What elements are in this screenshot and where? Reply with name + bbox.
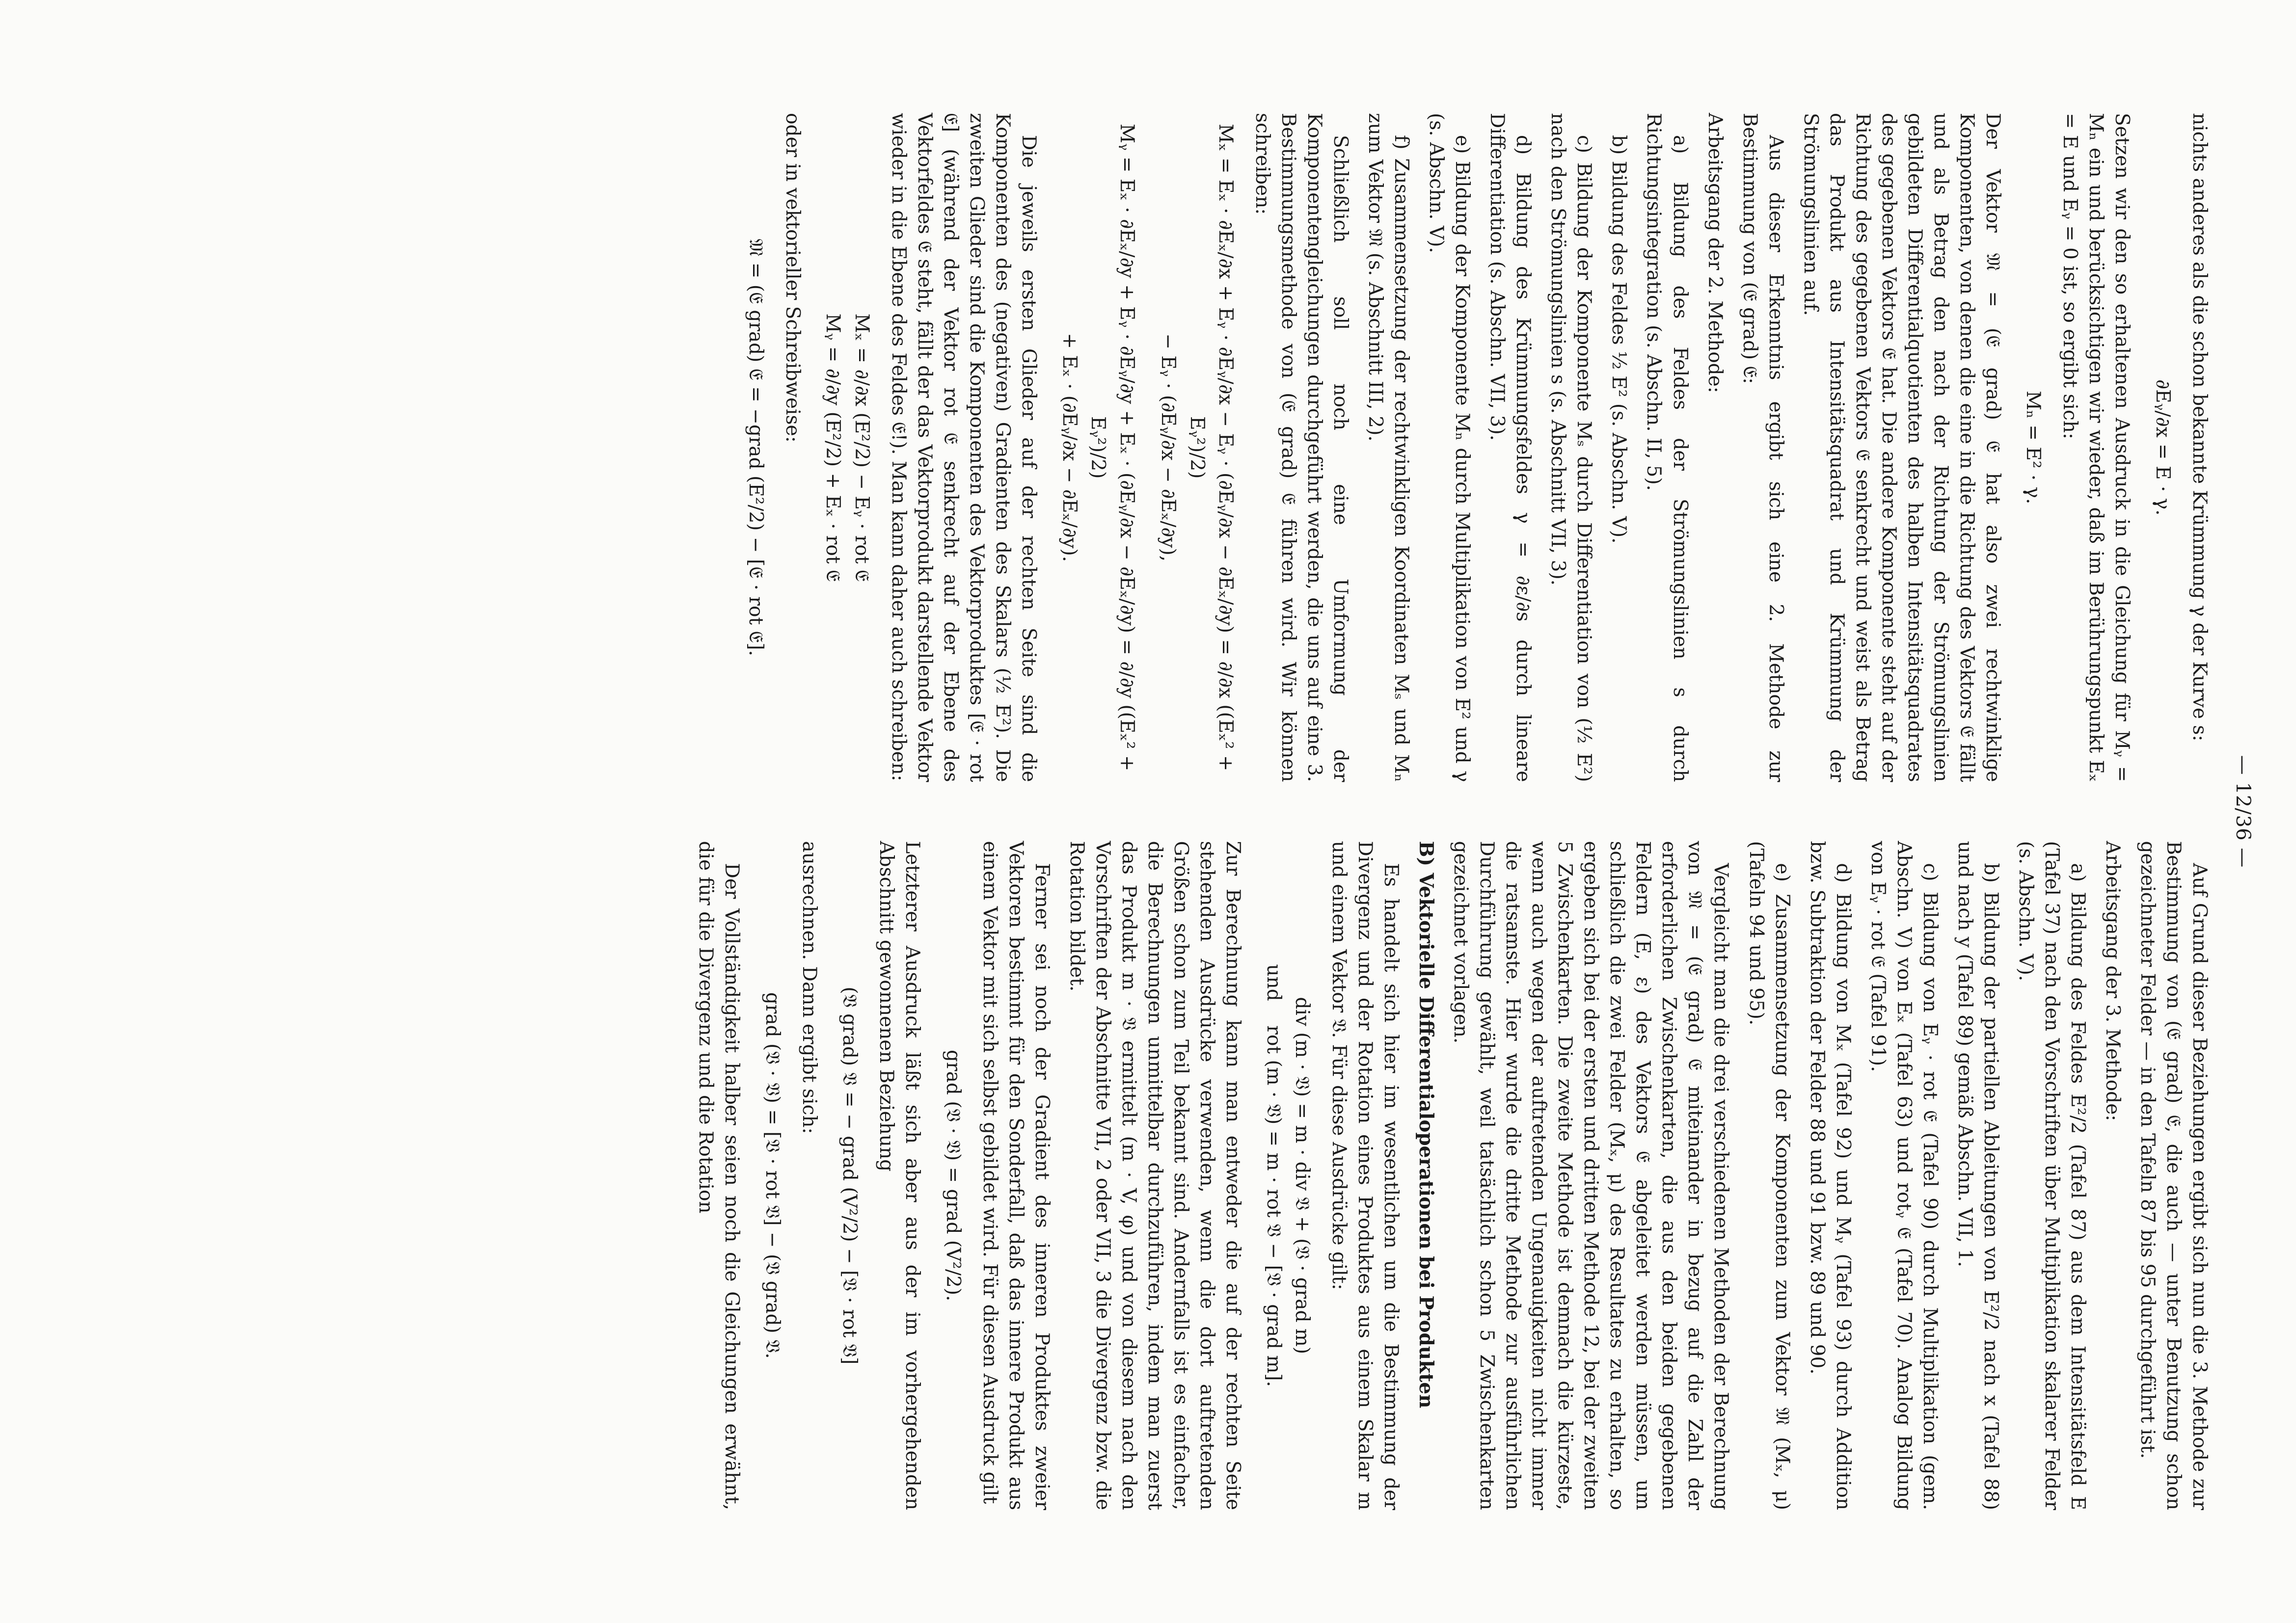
section-heading: B) Vektorielle Differentialoperationen bei Produkten: [1415, 841, 1438, 1409]
paragraph: Auf Grund dieser Beziehungen ergibt sich nun die 3. Methode zur Bestimmung von (𝔈 grad) 𝔈, die auch — unter Benutzung schon gezeichneter Felder — in den Tafeln 87 bis 95 durchgeführt ist.: [2136, 841, 2211, 1510]
paragraph: c) Bildung von Eᵧ · rot 𝔈 (Tafel 90) durch Multiplikation (gem. Abschn. V) von Eₓ (Tafel 63) und rotᵧ 𝔈 (Tafel 70). Analog Bildung von Eᵧ · rot 𝔈 (Tafel 91).: [1866, 841, 1941, 1510]
paragraph: Aus dieser Erkenntnis ergibt sich eine 2. Methode zur Bestimmung von (𝔈 grad) 𝔈:: [1738, 113, 1787, 782]
paragraph: Schließlich soll noch eine Umformung der Komponentengleichungen durchgeführt werden, die uns auf eine 3. Bestimmungsmethode von (𝔈 grad) 𝔈 führen wird. Wir können schreiben:: [1251, 113, 1352, 782]
paragraph: b) Bildung des Feldes ½ E² (s. Abschn. V).: [1608, 135, 1630, 544]
paragraph: Die jeweils ersten Glieder auf der rechten Seite sind die Komponenten des (negativen) Gradienten des Skalars (½ E²). Die zweiten Glieder sind die Komponenten des Vektorproduktes [𝔈 · rot 𝔈] (während der Vektor rot 𝔈 senkrecht auf der Ebene des Vektorfeldes 𝔈 steht, fällt der das Vektorprodukt darstellende Vektor wieder in die Ebene des Feldes 𝔈!). Man kann daher auch schreiben:: [887, 113, 1040, 782]
formula: Mₓ = ∂/∂x (E²/2) − Eᵧ · rot 𝔈 Mᵧ = ∂/∂y (E²/2) + Eₓ · rot 𝔈: [822, 313, 873, 582]
formula: ∂Eᵧ/∂x = E · γ.: [2151, 379, 2174, 516]
paragraph: Zur Berechnung kann man entweder die auf der rechten Seite stehenden Ausdrücke verwenden, wenn die dort auftretenden Größen schon zum Teil bekannt sind. Andernfalls ist es einfacher, die Berechnungen unmittelbar durchzuführen, indem man zuerst das Produkt m · 𝔙 ermittelt (m · V, φ) und von diesem nach den Vorschriften der Abschnitte VII, 2 oder VII, 3 die Divergenz bzw. die Rotation bildet.: [1065, 841, 1244, 1510]
paragraph: a) Bildung des Feldes E²/2 (Tafel 87) aus dem Intensitätsfeld E (Tafel 37) nach den Vorschriften über Multiplikation skalarer Felder (s. Abschn. V).: [2014, 841, 2089, 1510]
formula: grad (𝔙 · 𝔙) = grad (V²/2).: [942, 1050, 964, 1302]
paragraph: Ferner sei noch der Gradient des inneren Produktes zweier Vektoren bestimmt für den Sonderfall, daß das innere Produkt aus einem Vektor mit sich selbst gebildet wird. Für diesen Ausdruck gilt: [978, 841, 1053, 1510]
paragraph: d) Bildung von Mₓ (Tafel 92) und Mᵧ (Tafel 93) durch Addition bzw. Subtraktion der Felder 88 und 91 bzw. 89 und 90.: [1806, 841, 1854, 1510]
formula: (𝔙 grad) 𝔙 = − grad (V²/2) − [𝔙 · rot 𝔙]: [838, 986, 861, 1365]
formula: Mᵧ = Eₓ · ∂Eₓ/∂y + Eᵧ · ∂Eᵧ/∂y + Eₓ · (∂Eᵧ/∂x − ∂Eₓ/∂y) = ∂/∂y ((Eₓ² + Eᵧ²)/2) + Eₓ · (∂Eᵧ/∂x − ∂Eₓ/∂y).: [1058, 124, 1138, 772]
paragraph: a) Bildung des Feldes der Strömungslinien s durch Richtungsintegration (s. Abschn. II, 5).: [1643, 113, 1691, 782]
paragraph: Arbeitsgang der 3. Methode:: [2101, 841, 2124, 1121]
paragraph: Es handelt sich hier im wesentlichen um die Bestimmung der Divergenz und der Rotation eines Produktes aus einem Skalar m und einem Vektor 𝔙. Für diese Ausdrücke gilt:: [1328, 841, 1403, 1510]
paragraph: oder in vektorieller Schreibweise:: [781, 113, 804, 443]
paragraph: Setzen wir den so erhaltenen Ausdruck in die Gleichung für Mᵧ = Mₙ ein und berücksichtigen wir wieder, daß im Berührungspunkt Eₓ = E und Eᵧ = 0 ist, so ergibt sich:: [2059, 113, 2134, 782]
text-columns: [98, 113, 2213, 1510]
page-number: — 12/36 —: [2232, 755, 2254, 868]
paragraph: Letzterer Ausdruck läßt sich aber aus der im vorhergehenden Abschnitt gewonnenen Beziehung: [875, 841, 924, 1510]
paragraph: e) Bildung der Komponente Mₙ durch Multiplikation von E² und γ (s. Abschn. V).: [1425, 113, 1474, 782]
left-column: [98, 113, 2213, 782]
formula: Mₓ = Eₓ · ∂Eₓ/∂x + Eᵧ · ∂Eᵧ/∂x − Eᵧ · (∂Eᵧ/∂x − ∂Eₓ/∂y) = ∂/∂x ((Eₓ² + Eᵧ²)/2) − Eᵧ · (∂Eᵧ/∂x − ∂Eₓ/∂y),: [1157, 124, 1237, 772]
paragraph: d) Bildung des Krümmungsfeldes γ = ∂ε/∂s durch lineare Differentiation (s. Abschn. VII, 3).: [1486, 113, 1535, 782]
paragraph: Der Vollständigkeit halber seien noch die Gleichungen erwähnt, die für die Divergenz und die Rotation: [695, 841, 743, 1510]
formula: div (m · 𝔙) = m · div 𝔙 + (𝔙 · grad m) und rot (m · 𝔙) = m · rot 𝔙 − [𝔙 · grad m].: [1262, 964, 1314, 1387]
paragraph: Arbeitsgang der 2. Methode:: [1703, 113, 1726, 393]
formula: grad (𝔙 · 𝔙) = [𝔙 · rot 𝔙] − (𝔙 grad) 𝔙.: [761, 992, 783, 1359]
paragraph: b) Bildung der partiellen Ableitungen von E²/2 nach x (Tafel 88) und nach y (Tafel 89) gemäß Abschn. VII, 1.: [1953, 841, 2002, 1510]
paragraph: f) Zusammensetzung der rechtwinkligen Koordinaten Mₛ und Mₙ zum Vektor 𝔐 (s. Abschnitt III, 2).: [1364, 113, 1413, 782]
paragraph: Vergleicht man die drei verschiedenen Methoden der Berechnung von 𝔐 = (𝔈 grad) 𝔈 miteinander in bezug auf die Zahl der erforderlichen Zwischenkarten, die aus den beiden gegebenen Feldern (E, ε) des Vektors 𝔈 abgeleitet werden müssen, um schließlich die zwei Felder (Mₓ, μ) des Resultates zu erhalten, so ergeben sich bei der ersten und dritten Methode 12, bei der zweiten 5 Zwischenkarten. Die zweite Methode ist demnach die kürzeste, wenn auch wegen der auftretenden Ungenauigkeiten nicht immer die ratsamste. Hier wurde die dritte Methode zur ausführlichen Durchführung gewählt, weil tatsächlich schon 5 Zwischenkarten gezeichnet vorlagen.: [1450, 841, 1732, 1510]
formula: 𝔐 = (𝔈 grad) 𝔈 = −grad (E²/2) − [𝔈 · rot 𝔈].: [744, 239, 767, 657]
formula: Mₙ = E² · γ.: [2022, 391, 2045, 505]
right-column: [98, 841, 2213, 1511]
paragraph: nichts anderes als die schon bekannte Krümmung γ der Kurve s:: [2188, 113, 2211, 742]
paragraph: c) Bildung der Komponente Mₛ durch Differentiation von (½ E²) nach den Strömungslinien s (s. Abschnitt VII, 3).: [1547, 113, 1595, 782]
paragraph: ausrechnen. Dann ergibt sich:: [798, 841, 820, 1134]
paragraph: e) Zusammensetzung der Komponenten zum Vektor 𝔐 (Mₓ, μ) (Tafeln 94 und 95).: [1745, 841, 1793, 1510]
paragraph: Der Vektor 𝔐 = (𝔈 grad) 𝔈 hat also zwei rechtwinklige Komponenten, von denen die eine in die Richtung des Vektors 𝔈 fällt und als Betrag den nach der Richtung der Strömungslinien gebildeten Differentialquotienten des halben Intensitätsquadrates des gegebenen Vektors 𝔈 hat. Die andere Komponente steht auf der Richtung des gegebenen Vektors 𝔈 senkrecht und weist als Betrag das Produkt aus Intensitätsquadrat und Krümmung der Strömungslinien auf.: [1799, 113, 2004, 782]
